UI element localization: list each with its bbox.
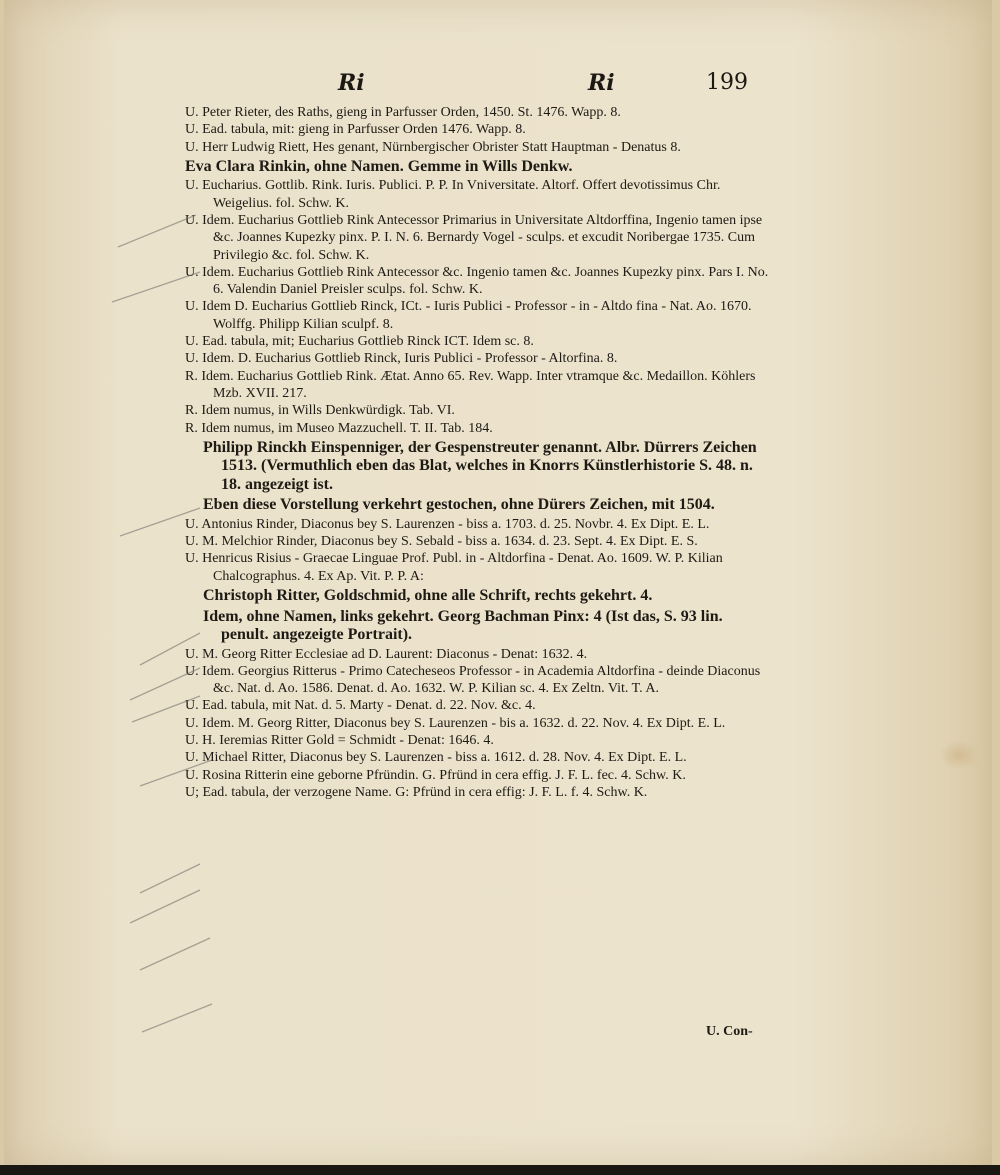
center-running-head: Ri (588, 70, 615, 96)
entry: U. Ead. tabula, mit; Eucharius Gottlieb Rinck ICT. Idem sc. 8. (185, 334, 534, 350)
entry: U; Ead. tabula, der verzogene Name. G: Pfründ in cera effig: J. F. L. f. 4. Schw. K. (185, 784, 648, 800)
pencil-mark (140, 864, 200, 893)
entry-heading: Philipp Rinckh Einspenniger, der Gespenstreuter genannt. Albr. Dürrers Zeichen 1513. (Vermuthlich eben das Blat, welches in Knorrs Künstlerhistorie S. 48. n. 18. angezeigt ist. (203, 438, 757, 493)
pencil-mark (132, 696, 200, 722)
page-number: 199 (706, 70, 748, 95)
entry: R. Idem. Eucharius Gottlieb Rink. Ætat. Anno 65. Rev. Wapp. Inter vtramque &c. Medaillon. Köhlers Mzb. XVII. 217. (185, 368, 756, 401)
entry: R. Idem numus, in Wills Denkwürdigk. Tab. VI. (185, 403, 455, 419)
entry: U. Idem. Eucharius Gottlieb Rink Antecessor Primarius in Universitate Altdorffina, Ingenio tamen ipse &c. Joannes Kupezky pinx. P. I. N. 6. Bernardy Vogel - sculps. et excudit Noribergae 1735. Cum Privilegio &c. fol. Schw. K. (185, 212, 763, 263)
pencil-mark (112, 272, 200, 302)
entry: U. Ead. tabula, mit: gieng in Parfusser Orden 1476. Wapp. 8. (185, 122, 526, 138)
entry-heading: Christoph Ritter, Goldschmid, ohne alle Schrift, rechts gekehrt. 4. (203, 587, 653, 605)
pencil-mark (140, 938, 210, 970)
entry: U. Eucharius. Gottlib. Rink. Iuris. Publici. P. P. In Vniversitate. Altorf. Offert devotissimus Chr. Weigelius. fol. Schw. K. (185, 178, 721, 211)
entry: U. Rosina Ritterin eine geborne Pfründin. G. Pfründ in cera effig. J. F. L. fec. 4. Schw. K. (185, 767, 686, 783)
entry: R. Idem numus, im Museo Mazzuchell. T. II. Tab. 184. (185, 420, 493, 436)
entry: U. Idem. Eucharius Gottlieb Rink Antecessor &c. Ingenio tamen &c. Joannes Kupezky pinx. Pars I. No. 6. Valendin Daniel Preisler sculps. fol. Schw. K. (185, 264, 769, 298)
entry: U. Peter Rieter, des Raths, gieng in Parfusser Orden, 1450. St. 1476. Wapp. 8. (185, 105, 621, 120)
entry: U. Idem. Georgius Ritterus - Primo Catecheseos Professor - in Academia Altdorfina - deinde Diaconus &c. Nat. d. Ao. 1586. Denat. d. Ao. 1632. W. P. Kilian sc. 4. Ex Zeltn. Vit. T. A. (185, 663, 761, 697)
entry: U. Michael Ritter, Diaconus bey S. Laurenzen - biss a. 1612. d. 28. Nov. 4. Ex Dipt. E. L. (185, 750, 687, 766)
entry-heading: Eva Clara Rinkin, ohne Namen. Gemme in Wills Denkw. (185, 157, 573, 175)
entry: U. H. Ieremias Ritter Gold = Schmidt - Denat: 1646. 4. (185, 733, 494, 749)
entry: U. M. Melchior Rinder, Diaconus bey S. Sebald - biss a. 1634. d. 23. Sept. 4. Ex Dipt. E. S. (185, 534, 698, 550)
pencil-mark (130, 890, 200, 923)
entry: U. M. Georg Ritter Ecclesiae ad D. Laurent: Diaconus - Denat: 1632. 4. (185, 646, 588, 662)
entry-heading: Idem, ohne Namen, links gekehrt. Georg Bachman Pinx: 4 (Ist das, S. 93 lin. penult. angezeigte Portrait). (203, 607, 723, 644)
entry: U. Idem. M. Georg Ritter, Diaconus bey S. Laurenzen - bis a. 1632. d. 22. Nov. 4. Ex Dipt. E. L. (185, 715, 726, 731)
entry: U. Idem D. Eucharius Gottlieb Rinck, ICt. - Iuris Publici - Professor - in - Altdo fina - Nat. Ao. 1670. Wolffg. Philipp Kilian sculpf. 8. (185, 299, 752, 332)
pencil-mark (140, 760, 212, 786)
catchword: U. Con- (706, 1024, 753, 1039)
pencil-mark (140, 633, 200, 665)
pencil-mark (118, 215, 196, 247)
pencil-mark (142, 1004, 212, 1032)
left-running-head: Ri (338, 70, 365, 96)
entry-heading: Eben diese Vorstellung verkehrt gestochen, ohne Dürers Zeichen, mit 1504. (203, 496, 715, 514)
pencil-mark (120, 508, 200, 536)
entry: U. Henricus Risius - Graecae Linguae Prof. Publ. in - Altdorfina - Denat. Ao. 1609. W. P. Kilian Chalcographus. 4. Ex Ap. Vit. P. P. A: (185, 551, 723, 584)
entry: U. Ead. tabula, mit Nat. d. 5. Marty - Denat. d. 22. Nov. &c. 4. (185, 698, 536, 714)
entry: U. Herr Ludwig Riett, Hes genant, Nürnbergischer Obrister Statt Hauptman - Denatus 8. (185, 139, 681, 155)
pencil-mark (130, 668, 200, 700)
entry: U. Idem. D. Eucharius Gottlieb Rinck, Iuris Publici - Professor - Altorfina. 8. (185, 351, 618, 367)
entry: U. Antonius Rinder, Diaconus bey S. Laurenzen - biss a. 1703. d. 25. Novbr. 4. Ex Dipt. E. L. (185, 516, 710, 532)
